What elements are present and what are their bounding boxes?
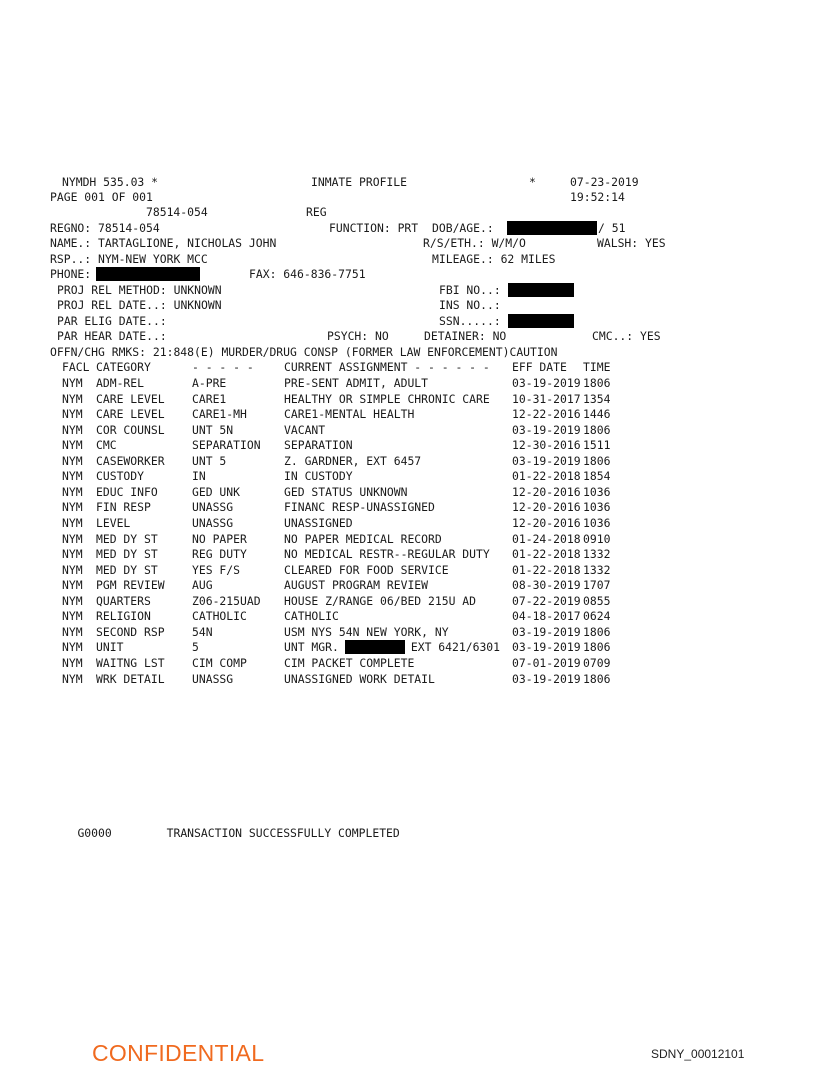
cell-category: QUARTERS bbox=[96, 593, 151, 608]
col-header-time: TIME bbox=[583, 360, 611, 374]
cell-assignment: CARE1-MENTAL HEALTH bbox=[284, 407, 415, 422]
cell-eff-date: 12-30-2016 bbox=[512, 438, 581, 453]
regno: REGNO: 78514-054 bbox=[50, 221, 160, 235]
cell-category: WRK DETAIL bbox=[96, 671, 165, 686]
header-star: * bbox=[529, 175, 536, 189]
cell-code: Z06-215UAD bbox=[192, 593, 261, 608]
cell-category: CARE LEVEL bbox=[96, 391, 165, 406]
cell-assignment: CATHOLIC bbox=[284, 609, 339, 624]
cell-category: LEVEL bbox=[96, 516, 131, 530]
cell-time: 1036 bbox=[583, 484, 611, 499]
cell-code: UNASSG bbox=[192, 671, 234, 686]
par-hear-date: PAR HEAR DATE..: bbox=[57, 329, 167, 343]
unit-manager bbox=[284, 640, 500, 655]
col-header-dashes: - - - - - bbox=[192, 360, 254, 374]
cell-facl: NYM bbox=[62, 469, 83, 484]
page-title: INMATE PROFILE bbox=[311, 175, 408, 189]
cell-facl: NYM bbox=[62, 531, 83, 546]
cell-facl: NYM bbox=[62, 671, 83, 686]
cell-time: 1036 bbox=[583, 516, 611, 530]
cell-assignment: USM NYS 54N NEW YORK, NY bbox=[284, 624, 449, 639]
cell-facl: NYM bbox=[62, 438, 83, 453]
cell-code: UNASSG bbox=[192, 516, 234, 530]
cell-time: 1806 bbox=[583, 624, 611, 639]
phone-redaction bbox=[96, 267, 200, 282]
cell-category: RELIGION bbox=[96, 609, 151, 624]
dob-age-label: DOB/AGE.: bbox=[432, 221, 494, 235]
fbi-label: FBI NO..: bbox=[439, 283, 501, 297]
cmc-field: CMC..: YES bbox=[592, 329, 661, 343]
cell-time: 1854 bbox=[583, 469, 611, 484]
cell-eff-date: 03-19-2019 bbox=[512, 624, 581, 639]
header-line-3 bbox=[0, 205, 327, 220]
cell-facl: NYM bbox=[62, 640, 83, 655]
status-line bbox=[50, 812, 400, 854]
cell-time: 1806 bbox=[583, 671, 611, 686]
cell-facl: NYM bbox=[62, 391, 83, 406]
cell-category: COR COUNSL bbox=[96, 422, 165, 437]
cell-category: WAITNG LST bbox=[96, 655, 165, 670]
age-value: / 51 bbox=[598, 221, 626, 235]
cell-code: UNT 5N bbox=[192, 422, 234, 437]
cell-category: UNIT bbox=[96, 640, 124, 655]
cell-eff-date: 12-20-2016 bbox=[512, 500, 581, 515]
header-line-2 bbox=[0, 190, 625, 205]
cell-assignment: Z. GARDNER, EXT 6457 bbox=[284, 453, 422, 468]
cell-facl: NYM bbox=[62, 376, 83, 390]
cell-assignment: GED STATUS UNKNOWN bbox=[284, 484, 408, 499]
cell-time: 0709 bbox=[583, 655, 611, 670]
cell-code: UNASSG bbox=[192, 500, 234, 515]
par-elig-date-line bbox=[0, 314, 501, 329]
cell-eff-date: 08-30-2019 bbox=[512, 578, 581, 593]
function-field: FUNCTION: PRT bbox=[329, 221, 419, 235]
cell-time: 1036 bbox=[583, 500, 611, 515]
cell-time: 1806 bbox=[583, 422, 611, 437]
mileage-field: MILEAGE.: 62 MILES bbox=[432, 252, 556, 266]
cell-assignment: NO PAPER MEDICAL RECORD bbox=[284, 531, 442, 546]
cell-code: CATHOLIC bbox=[192, 609, 247, 624]
cell-category: FIN RESP bbox=[96, 500, 151, 515]
cell-assignment: AUGUST PROGRAM REVIEW bbox=[284, 578, 429, 593]
rsp-line bbox=[0, 252, 556, 267]
cell-category: CASEWORKER bbox=[96, 453, 165, 468]
proj-rel-date-line bbox=[0, 298, 501, 313]
status-message: TRANSACTION SUCCESSFULLY COMPLETED bbox=[166, 826, 400, 840]
cell-code: A-PRE bbox=[192, 376, 227, 390]
responsible-facility: RSP..: NYM-NEW YORK MCC bbox=[50, 252, 208, 266]
psych-field: PSYCH: NO bbox=[327, 329, 389, 343]
cell-eff-date: 12-20-2016 bbox=[512, 484, 581, 499]
cell-category: EDUC INFO bbox=[96, 484, 158, 499]
cell-facl: NYM bbox=[62, 655, 83, 670]
cell-facl: NYM bbox=[62, 407, 83, 422]
cell-time: 1806 bbox=[583, 453, 611, 468]
report-date: 07-23-2019 bbox=[570, 175, 639, 189]
detainer-field: DETAINER: NO bbox=[424, 329, 507, 343]
cell-code: YES F/S bbox=[192, 562, 241, 577]
cell-eff-date: 03-19-2019 bbox=[512, 453, 581, 468]
cell-code: SEPARATION bbox=[192, 438, 261, 453]
cell-facl: NYM bbox=[62, 516, 83, 530]
unit-manager-prefix: UNT MGR. bbox=[284, 640, 339, 655]
cell-eff-date: 07-22-2019 bbox=[512, 593, 581, 608]
cell-facl: NYM bbox=[62, 624, 83, 639]
confidential-stamp: CONFIDENTIAL bbox=[92, 1040, 265, 1066]
cell-facl: NYM bbox=[62, 593, 83, 608]
cell-eff-date: 01-22-2018 bbox=[512, 562, 581, 577]
cell-time: 1511 bbox=[583, 438, 611, 453]
ssn-redaction bbox=[508, 314, 574, 329]
cell-code: GED UNK bbox=[192, 484, 241, 499]
cell-assignment: NO MEDICAL RESTR--REGULAR DUTY bbox=[284, 547, 490, 561]
fbi-redaction bbox=[508, 283, 574, 298]
system-code: NYMDH 535.03 * bbox=[62, 175, 159, 189]
proj-rel-date: PROJ REL DATE..: UNKNOWN bbox=[57, 298, 222, 312]
regno-line bbox=[0, 221, 626, 236]
cell-category: MED DY ST bbox=[96, 562, 158, 577]
cell-code: UNT 5 bbox=[192, 453, 227, 468]
cell-eff-date: 03-19-2019 bbox=[512, 422, 581, 437]
cell-facl: NYM bbox=[62, 609, 83, 624]
cell-code: CARE1-MH bbox=[192, 407, 247, 422]
inmate-name: NAME.: TARTAGLIONE, NICHOLAS JOHN bbox=[50, 236, 277, 250]
report-time: 19:52:14 bbox=[570, 190, 625, 204]
cell-category: CUSTODY bbox=[96, 469, 145, 484]
inmate-id: 78514-054 bbox=[146, 205, 208, 219]
race-sex-ethnicity: R/S/ETH.: W/M/O bbox=[423, 236, 526, 250]
cell-time: 1354 bbox=[583, 391, 611, 406]
phone-label: PHONE: bbox=[50, 267, 92, 281]
table-header bbox=[0, 360, 611, 375]
cell-category: CARE LEVEL bbox=[96, 407, 165, 422]
cell-code: CARE1 bbox=[192, 391, 227, 406]
manager-redaction bbox=[345, 640, 405, 654]
cell-facl: NYM bbox=[62, 500, 83, 515]
cell-eff-date: 12-22-2016 bbox=[512, 407, 581, 422]
cell-assignment: IN CUSTODY bbox=[284, 469, 353, 484]
cell-eff-date: 03-19-2019 bbox=[512, 376, 581, 390]
cell-category: CMC bbox=[96, 438, 117, 453]
dob-redaction bbox=[507, 221, 597, 236]
cell-eff-date: 10-31-2017 bbox=[512, 391, 581, 406]
cell-assignment: UNASSIGNED WORK DETAIL bbox=[284, 671, 435, 686]
par-hear-date-line bbox=[0, 329, 661, 344]
cell-category: MED DY ST bbox=[96, 531, 158, 546]
cell-category: ADM-REL bbox=[96, 376, 145, 390]
col-header-assignment: CURRENT ASSIGNMENT - - - - - - bbox=[284, 360, 490, 374]
fax-field: FAX: 646-836-7751 bbox=[249, 267, 366, 281]
cell-time: 1332 bbox=[583, 547, 611, 561]
cell-eff-date: 07-01-2019 bbox=[512, 655, 581, 670]
offense-line bbox=[0, 345, 558, 360]
cell-code: NO PAPER bbox=[192, 531, 247, 546]
cell-assignment: VACANT bbox=[284, 422, 326, 437]
cell-eff-date: 01-22-2018 bbox=[512, 547, 581, 561]
col-header-eff-date: EFF DATE bbox=[512, 360, 567, 374]
cell-facl: NYM bbox=[62, 562, 83, 577]
cell-eff-date: 04-18-2017 bbox=[512, 609, 581, 624]
cell-assignment: HEALTHY OR SIMPLE CHRONIC CARE bbox=[284, 391, 490, 406]
cell-facl: NYM bbox=[62, 578, 83, 593]
cell-facl: NYM bbox=[62, 547, 83, 561]
cell-eff-date: 03-19-2019 bbox=[512, 671, 581, 686]
cell-assignment: HOUSE Z/RANGE 06/BED 215U AD bbox=[284, 593, 477, 608]
ins-label: INS NO..: bbox=[439, 298, 501, 312]
bates-number: SDNY_00012101 bbox=[651, 1047, 745, 1061]
header-line-1 bbox=[0, 175, 639, 190]
cell-time: 0910 bbox=[583, 531, 611, 546]
cell-code: IN bbox=[192, 469, 206, 484]
cell-assignment: FINANC RESP-UNASSIGNED bbox=[284, 500, 435, 515]
offense-remarks: OFFN/CHG RMKS: 21:848(E) MURDER/DRUG CONSP (FORMER LAW ENFORCEMENT)CAUTION bbox=[50, 345, 558, 359]
cell-time: 1806 bbox=[583, 640, 611, 655]
cell-eff-date: 01-24-2018 bbox=[512, 531, 581, 546]
cell-eff-date: 12-20-2016 bbox=[512, 516, 581, 530]
cell-assignment: CLEARED FOR FOOD SERVICE bbox=[284, 562, 449, 577]
cell-category: PGM REVIEW bbox=[96, 578, 165, 593]
cell-code: REG DUTY bbox=[192, 547, 247, 561]
cell-time: 1806 bbox=[583, 376, 611, 390]
cell-eff-date: 03-19-2019 bbox=[512, 640, 581, 655]
cell-assignment: CIM PACKET COMPLETE bbox=[284, 655, 415, 670]
cell-facl: NYM bbox=[62, 422, 83, 437]
ssn-label: SSN.....: bbox=[439, 314, 501, 328]
par-elig-date: PAR ELIG DATE..: bbox=[57, 314, 167, 328]
unit-manager-ext: EXT 6421/6301 bbox=[410, 640, 501, 655]
cell-code: 54N bbox=[192, 624, 213, 639]
cell-eff-date: 01-22-2018 bbox=[512, 469, 581, 484]
col-header-category: CATEGORY bbox=[96, 360, 151, 374]
phone-line bbox=[0, 267, 366, 282]
cell-category: SECOND RSP bbox=[96, 624, 165, 639]
cell-time: 1332 bbox=[583, 562, 611, 577]
col-header-facl: FACL bbox=[62, 360, 90, 374]
proj-rel-method: PROJ REL METHOD: UNKNOWN bbox=[57, 283, 222, 297]
walsh-field: WALSH: YES bbox=[597, 236, 666, 250]
cell-assignment: SEPARATION bbox=[284, 438, 353, 453]
cell-time: 1707 bbox=[583, 578, 611, 593]
cell-assignment: PRE-SENT ADMIT, ADULT bbox=[284, 376, 429, 390]
cell-assignment: UNASSIGNED bbox=[284, 516, 353, 530]
cell-time: 1446 bbox=[583, 407, 611, 422]
cell-facl: NYM bbox=[62, 453, 83, 468]
page-indicator: PAGE 001 OF 001 bbox=[50, 190, 153, 204]
cell-code: AUG bbox=[192, 578, 213, 593]
cell-time: 0855 bbox=[583, 593, 611, 608]
status-code: G0000 bbox=[77, 826, 112, 840]
cell-code: CIM COMP bbox=[192, 655, 247, 670]
cell-time: 0624 bbox=[583, 609, 611, 624]
cell-facl: NYM bbox=[62, 484, 83, 499]
proj-rel-method-line bbox=[0, 283, 501, 298]
reg-label: REG bbox=[306, 205, 327, 219]
cell-code: 5 bbox=[192, 640, 199, 655]
cell-category: MED DY ST bbox=[96, 547, 158, 561]
name-line bbox=[0, 236, 666, 251]
